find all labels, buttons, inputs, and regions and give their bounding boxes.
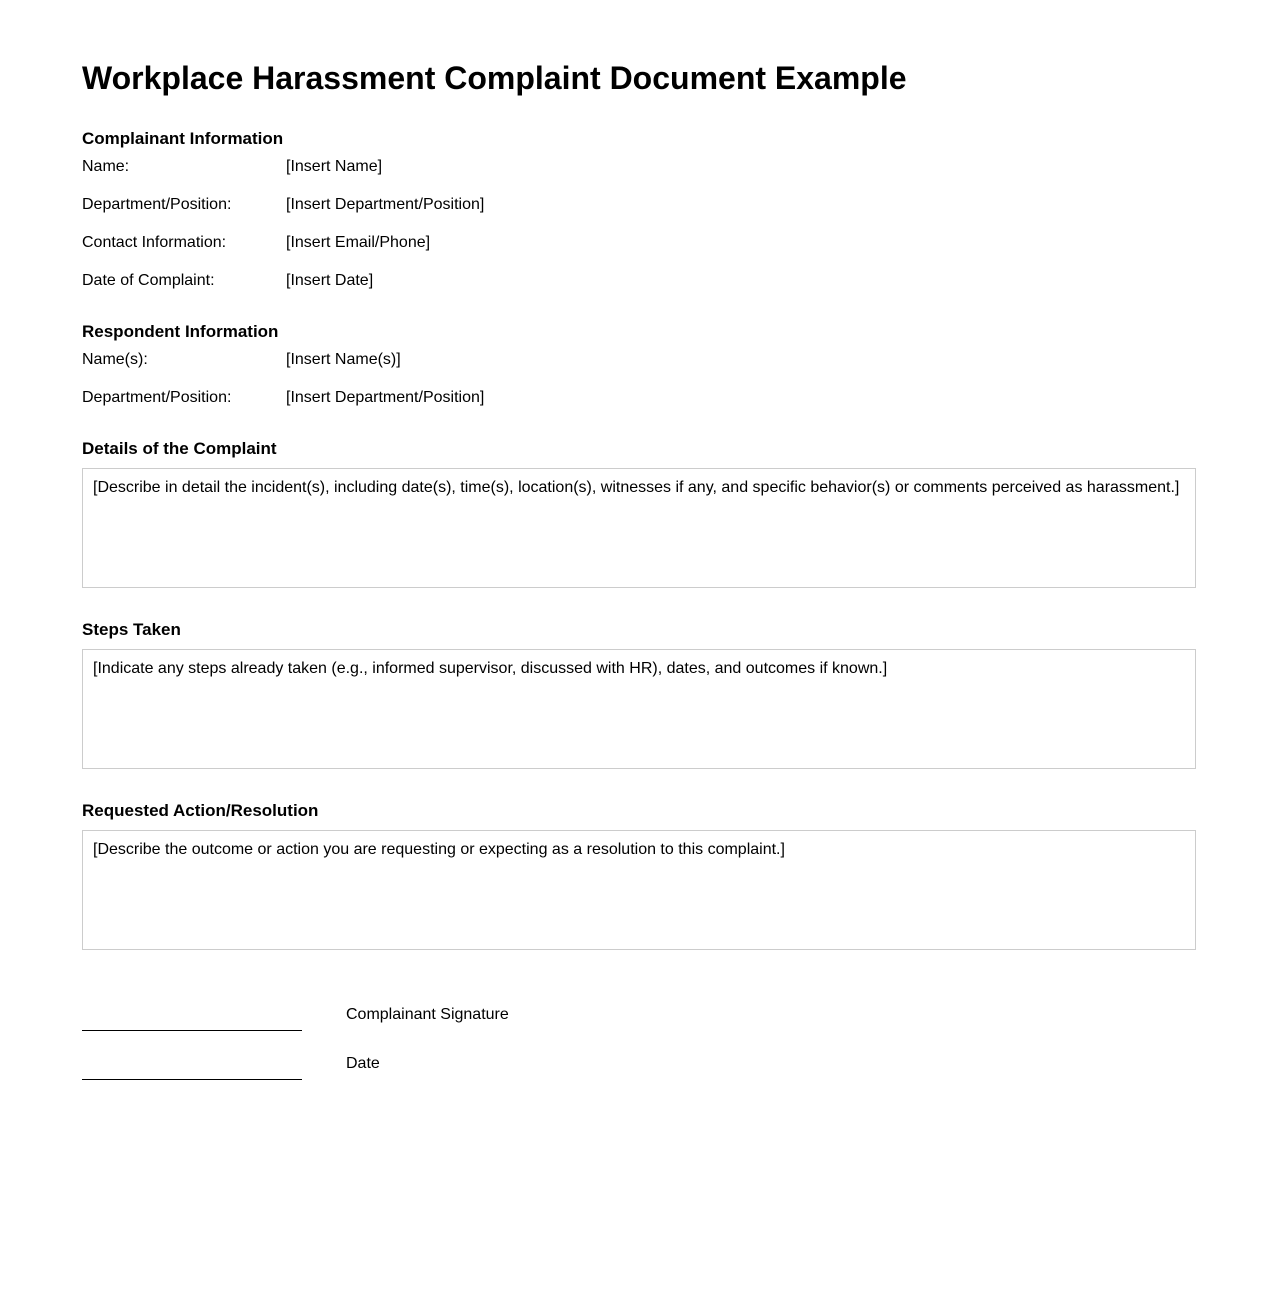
field-value[interactable]: [Insert Email/Phone] xyxy=(286,234,431,251)
field-label: Name(s): xyxy=(82,351,148,368)
field-label: Name: xyxy=(82,158,130,175)
document-title: Workplace Harassment Complaint Document Example xyxy=(82,60,907,96)
field-label: Contact Information: xyxy=(82,234,227,251)
date-label: Date xyxy=(346,1055,380,1072)
field-label: Department/Position: xyxy=(82,196,232,213)
details-text: [Describe in detail the incident(s), including date(s), time(s), location(s), witnesses if any, and specific behavior(s) or comments perceived as harassment.] xyxy=(93,479,1180,496)
steps-textbox[interactable] xyxy=(82,649,1196,769)
steps-text: [Indicate any steps already taken (e.g., informed supervisor, discussed with HR), dates, and outcomes if known.] xyxy=(93,660,888,677)
field-label: Date of Complaint: xyxy=(82,272,215,289)
resolution-text: [Describe the outcome or action you are requesting or expecting as a resolution to this complaint.] xyxy=(93,841,785,858)
date-line[interactable] xyxy=(82,1079,302,1080)
resolution-heading: Requested Action/Resolution xyxy=(82,801,319,820)
steps-heading: Steps Taken xyxy=(82,620,181,639)
signature-line[interactable] xyxy=(82,1030,302,1031)
field-value[interactable]: [Insert Department/Position] xyxy=(286,196,485,213)
resolution-textbox[interactable] xyxy=(82,830,1196,950)
details-heading: Details of the Complaint xyxy=(82,439,277,458)
respondent-heading: Respondent Information xyxy=(82,322,279,341)
field-value[interactable]: [Insert Name] xyxy=(286,158,383,175)
field-value[interactable]: [Insert Department/Position] xyxy=(286,389,485,406)
field-value[interactable]: [Insert Name(s)] xyxy=(286,351,401,368)
complainant-heading: Complainant Information xyxy=(82,129,284,148)
details-textbox[interactable] xyxy=(82,468,1196,588)
signature-label: Complainant Signature xyxy=(346,1006,509,1023)
field-label: Department/Position: xyxy=(82,389,232,406)
field-value[interactable]: [Insert Date] xyxy=(286,272,374,289)
